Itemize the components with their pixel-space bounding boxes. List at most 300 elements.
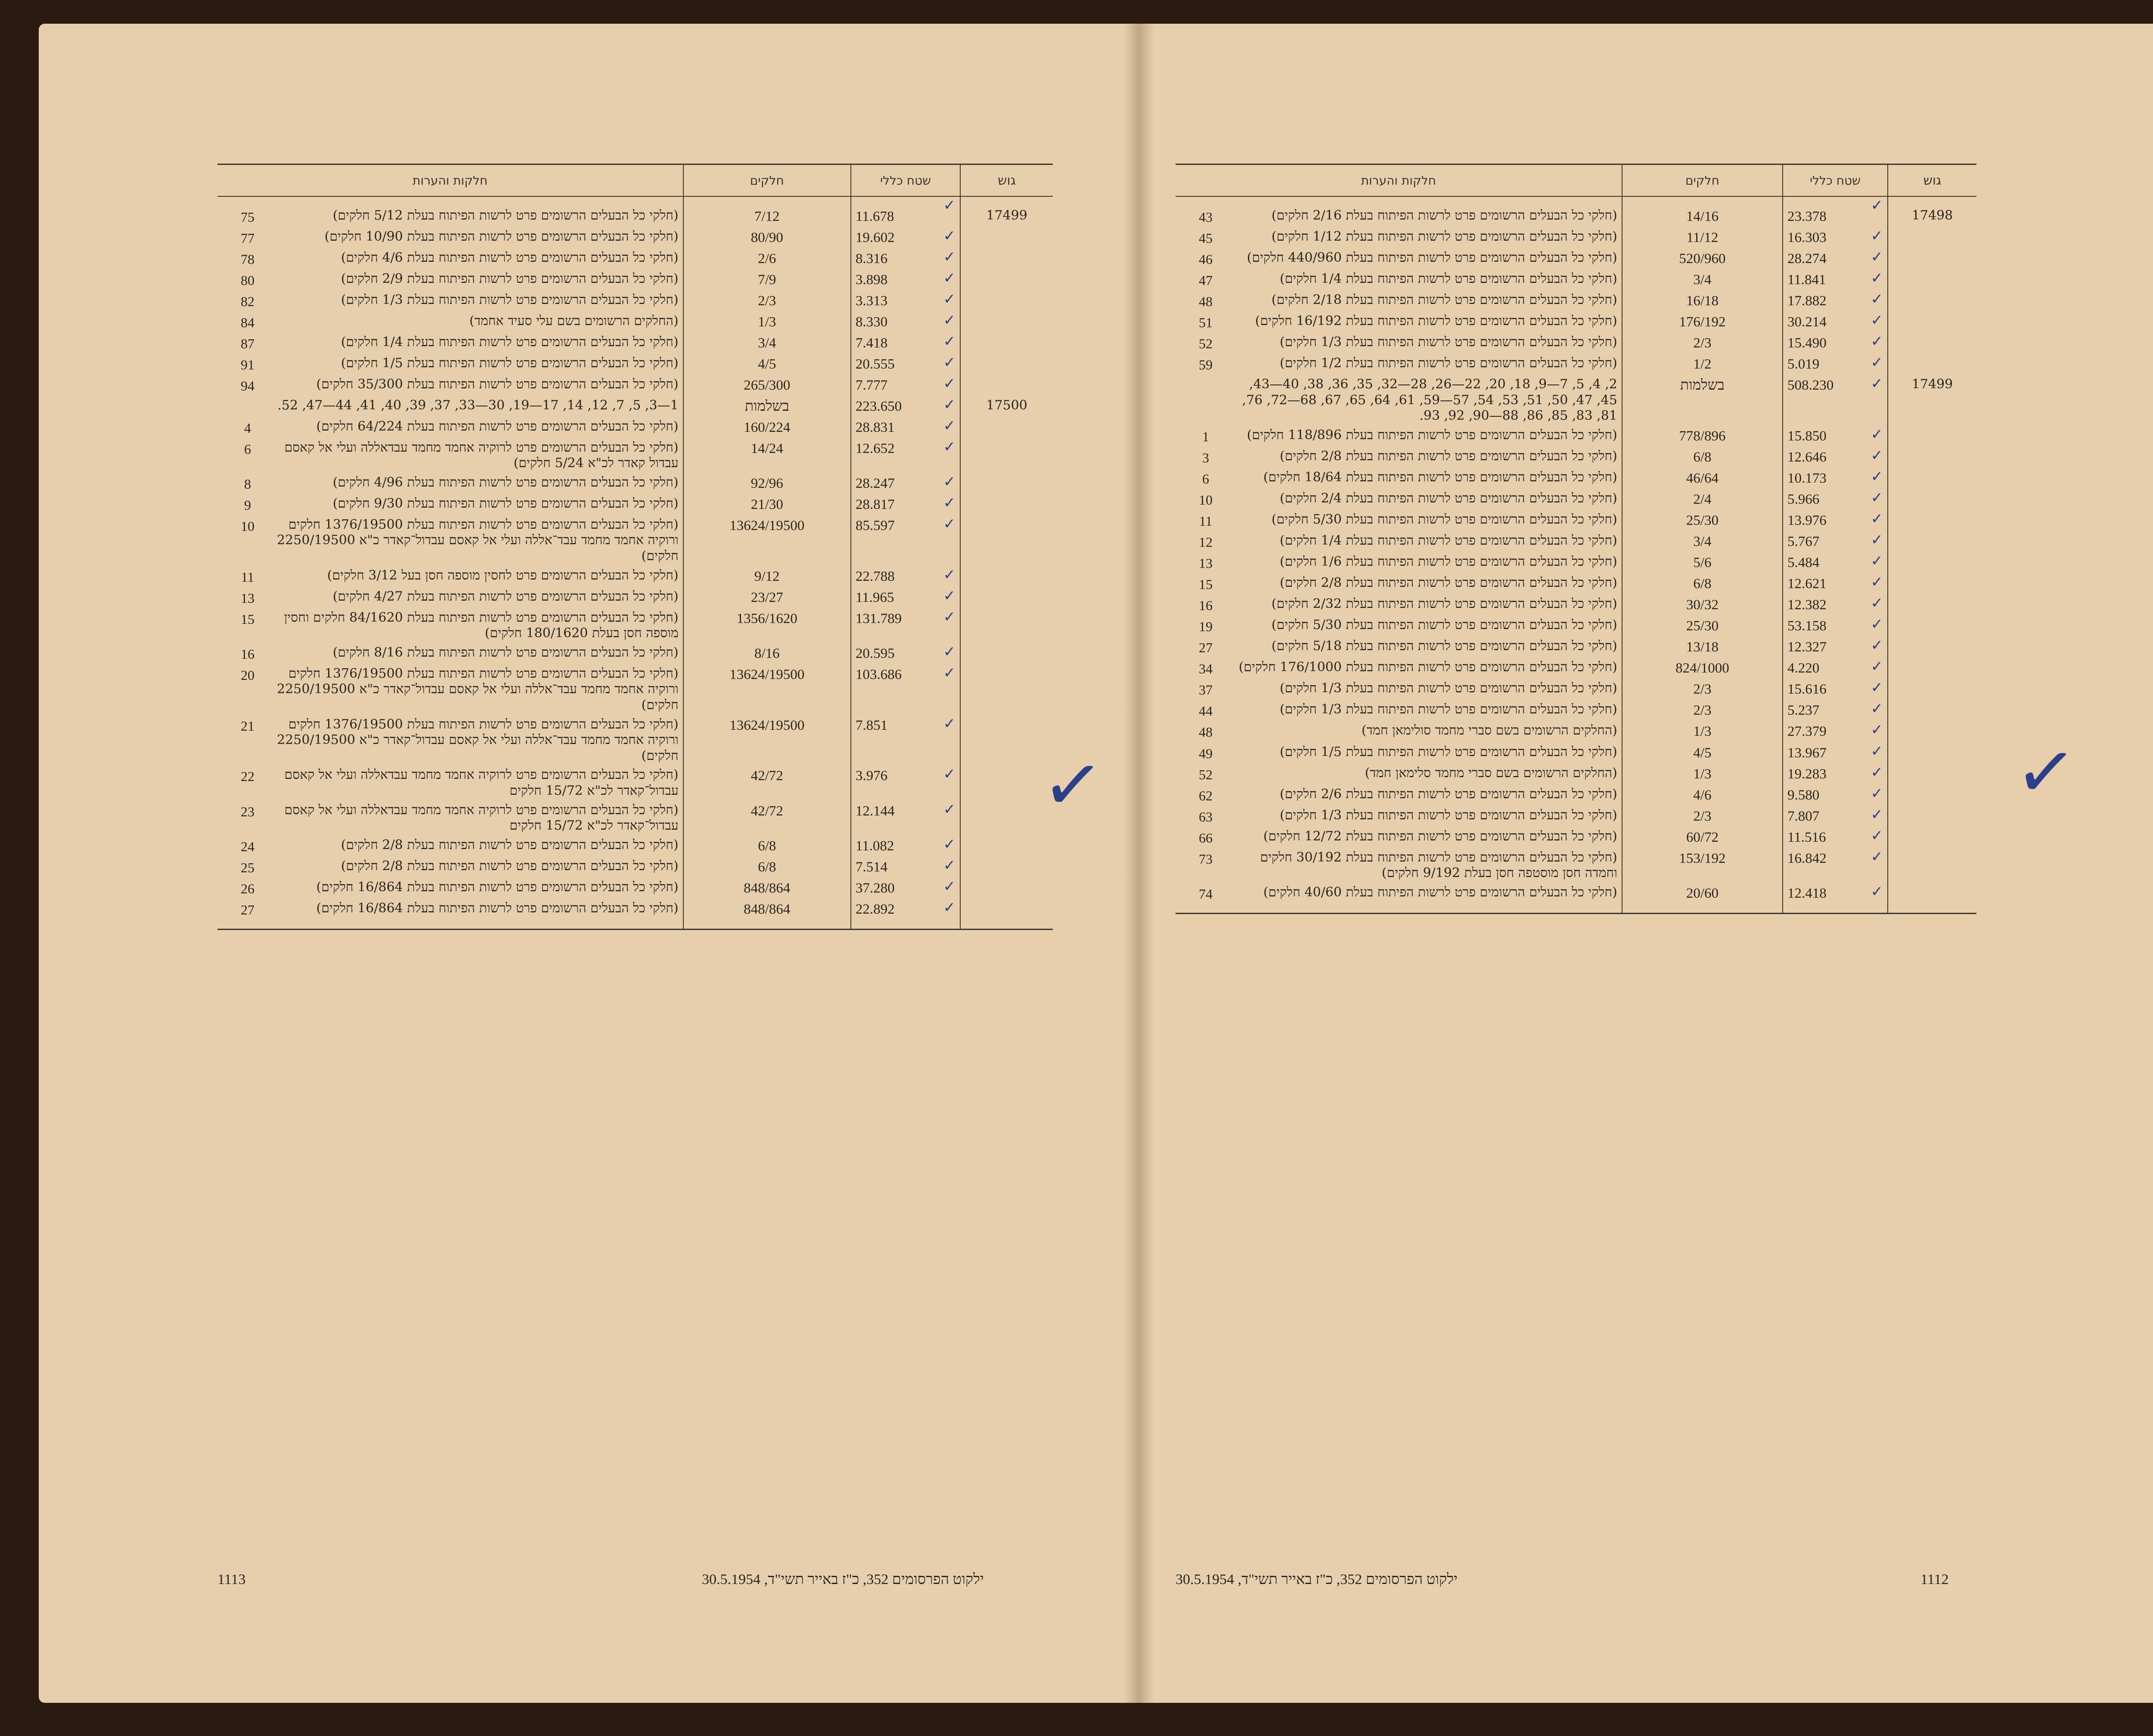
notes-cell: [217, 494, 683, 515]
parts-cell: 2/6: [683, 248, 851, 270]
parts-cell: 6/8: [1622, 574, 1783, 595]
total-area-cell: [1783, 489, 1888, 510]
total-area-value: 11.516: [1787, 829, 1826, 845]
parcel-number: 80: [241, 273, 254, 288]
parts-cell: 153/192: [1622, 848, 1783, 883]
parts-cell: 60/72: [1622, 827, 1783, 848]
parcel-notes: (חלקי כל הבעלים הרשומים פרט לרשות הפיתוח בעלת 1/3 חלקים): [1280, 335, 1617, 350]
parcel-notes: (חלקי כל הבעלים הרשומים פרט לרשות הפיתוח בעלת 2/8 חלקים): [341, 837, 679, 852]
notes-cell: [1176, 616, 1622, 637]
notes-cell: [1176, 354, 1622, 375]
table-row: [217, 248, 1053, 270]
parts-cell: 3/4: [1622, 531, 1783, 552]
total-area-value: 15.616: [1787, 682, 1827, 698]
notes-line: [1180, 766, 1617, 783]
total-area-cell: [851, 375, 960, 396]
notes-cell: [1176, 375, 1622, 426]
parcel-number: 48: [1199, 724, 1213, 740]
notes-line: [222, 645, 679, 663]
gush-cell: [960, 664, 1053, 715]
total-area-value: 37.280: [855, 880, 895, 896]
gush-cell: [960, 438, 1053, 473]
total-area-cell: [851, 354, 960, 375]
gush-cell: [960, 375, 1053, 396]
gush-cell: [1888, 785, 1976, 806]
notes-line: [1180, 356, 1617, 373]
notes-line: [1180, 787, 1617, 804]
total-area-cell: [1783, 848, 1888, 883]
total-area-cell: [1783, 270, 1888, 291]
total-area-cell: [1783, 468, 1888, 489]
total-area-cell: [1783, 248, 1888, 270]
notes-cell: [1176, 806, 1622, 827]
check-mark-icon: ✓: [943, 643, 956, 660]
parcel-number: [222, 398, 273, 414]
parcel-notes: (חלקי כל הבעלים הרשומים פרט לרשות הפיתוח בעלת 35/300 חלקים): [316, 377, 679, 392]
notes-line: [222, 496, 679, 514]
notes-line: [222, 767, 679, 799]
table-row: [217, 417, 1053, 438]
parcel-number: 1: [1202, 429, 1209, 445]
parcel-notes: (חלקי כל הבעלים הרשומים פרט לרשות הפיתוח בעלת 1376/19500 חלקים ורוקיה אחמד מחמד עבד־אללה ועלי אל קאסם עבדול־קאדר כ"א 2250/19500 חלקים): [277, 517, 679, 564]
gush-cell: 17498: [1911, 208, 1953, 223]
total-area-value: 223.650: [855, 399, 902, 415]
table-row: [217, 664, 1053, 715]
parts-cell: 5/6: [1622, 552, 1783, 574]
parcel-notes: (חלקי כל הבעלים הרשומים פרט לרשות הפיתוח בעלת 1/6 חלקים): [1280, 554, 1617, 570]
parcel-notes: (חלקי כל הבעלים הרשומים פרט לרשות הפיתוח בעלת 4/27 חלקים): [332, 589, 679, 604]
parcel-notes: (חלקי כל הבעלים הרשומים פרט לרשות הפיתוח בעלת 64/224 חלקים): [316, 418, 679, 434]
footer-publication: ילקוט הפרסומים 352, כ"ז באייר תשי"ד, 30.5.1954: [1176, 1572, 1458, 1587]
parcel-number: 9: [244, 497, 251, 513]
notes-cell: [1176, 743, 1622, 764]
parcel-notes: (חלקי כל הבעלים הרשומים פרט לרשות הפיתוח בעלת 1/4 חלקים): [1280, 271, 1617, 287]
gush-cell: [1888, 595, 1976, 616]
total-area-value: 19.283: [1787, 766, 1827, 782]
table-row: [217, 566, 1053, 587]
notes-cell: [1176, 270, 1622, 291]
notes-cell: [217, 375, 683, 396]
notes-cell: [1176, 848, 1622, 883]
check-mark-icon: ✓: [1871, 827, 1883, 844]
notes-line: [1180, 533, 1617, 551]
total-area-value: 12.327: [1787, 639, 1827, 655]
parts-cell: 14/24: [683, 438, 851, 473]
notes-line: [222, 517, 679, 564]
table-row: [217, 438, 1053, 473]
notes-cell: [1176, 531, 1622, 552]
notes-line: [222, 859, 679, 876]
check-mark-icon: ✓: [943, 899, 956, 916]
table-row: [1176, 764, 1976, 785]
parcel-number: 51: [1199, 315, 1213, 331]
check-mark-icon: ✓: [943, 856, 956, 874]
total-area-cell: [1783, 679, 1888, 700]
parcel-notes: (חלקי כל הבעלים הרשומים פרט לרשות הפיתוח בעלת 1/2 חלקים): [1280, 356, 1617, 371]
table-row: [1176, 468, 1976, 489]
total-area-cell: [851, 312, 960, 333]
parcel-number: 44: [1199, 703, 1213, 719]
table-row: [1176, 806, 1976, 827]
parcel-number: 73: [1199, 851, 1213, 867]
parts-cell: 80/90: [683, 227, 851, 248]
total-area-value: 11.678: [855, 209, 894, 224]
total-area-cell: [1783, 552, 1888, 574]
parcel-notes: (חלקי כל הבעלים הרשומים פרט לרשות הפיתוח בעלת 16/864 חלקים): [316, 900, 679, 916]
parts-cell: 160/224: [683, 417, 851, 438]
page-left: [39, 24, 1124, 1703]
parcel-notes: (חלקי כל הבעלים הרשומים פרט לרשות הפיתוח בעלת 10/90 חלקים): [324, 229, 679, 245]
parcel-notes: (חלקי כל הבעלים הרשומים פרט לחסין מוספה חסן בעל 3/12 חלקים): [327, 567, 679, 583]
book-spread: [39, 24, 2153, 1703]
check-mark-icon: ✓: [1871, 248, 1883, 266]
parcel-notes: (חלקי כל הבעלים הרשומים פרט לרשות הפיתוח בעלת 118/896 חלקים): [1247, 428, 1617, 443]
notes-cell: [217, 396, 683, 417]
parts-cell: 4/6: [1622, 785, 1783, 806]
gush-cell: [960, 473, 1053, 494]
total-area-cell: [1783, 658, 1888, 679]
table-row: [1176, 574, 1976, 595]
notes-line: [1180, 229, 1617, 247]
check-mark-icon: ✓: [1871, 883, 1883, 900]
parcel-notes: (חלקי כל הבעלים הרשומים פרט לרשות הפיתוח בעלת 16/864 חלקים): [316, 879, 679, 895]
notes-line: [1180, 639, 1617, 656]
gush-cell: 17500: [986, 398, 1027, 413]
check-mark-icon: ✓: [943, 766, 956, 783]
parcel-notes: (חלקי כל הבעלים הרשומים פרט לרשות הפיתוח בעלת 5/30 חלקים): [1271, 617, 1617, 633]
gush-cell: [960, 354, 1053, 375]
parcel-notes: (חלקי כל הבעלים הרשומים פרט לרשות הפיתוח בעלת 176/1000 חלקים): [1238, 660, 1617, 675]
total-area-cell: [851, 291, 960, 312]
check-mark-icon: ✓: [943, 312, 956, 329]
gush-cell: [960, 566, 1053, 587]
total-area-cell: [851, 248, 960, 270]
total-area-value: 16.303: [1787, 230, 1827, 246]
parcel-notes: (חלקי כל הבעלים הרשומים פרט לרשות הפיתוח בעלת 4/96 חלקים): [332, 474, 679, 490]
total-area-cell: [851, 715, 960, 766]
check-mark-icon: ✓: [943, 417, 956, 434]
table-row: [1176, 270, 1976, 291]
table-row: [217, 587, 1053, 608]
notes-cell: [217, 587, 683, 608]
parts-cell: 11/12: [1622, 227, 1783, 248]
total-area-value: 5.019: [1787, 356, 1820, 372]
total-area-cell: [851, 878, 960, 899]
table-row: [217, 836, 1053, 857]
parcel-notes: (חלקי כל הבעלים הרשומים פרט לרשות הפיתוח בעלת 4/6 חלקים): [341, 250, 679, 266]
parcel-notes: (חלקי כל הבעלים הרשומים פרט לרשות הפיתוח בעלת 2/18 חלקים): [1271, 292, 1617, 308]
total-area-cell: [851, 587, 960, 608]
total-area-cell: [1783, 333, 1888, 354]
check-mark-icon: ✓: [1871, 552, 1883, 570]
parcel-notes: (חלקי כל הבעלים הרשומים פרט לרשות הפיתוח בעלת 1/3 חלקים): [1280, 702, 1617, 717]
notes-line: [1180, 575, 1617, 593]
parcel-notes: (חלקי כל הבעלים הרשומים פרט לרשות הפיתוח בעלת 1376/19500 חלקים ורוקיה אחמד מחמד עבד־אללה ועלי אל קאסם עבדול־קאדר כ"א 2250/19500 חלקים): [277, 666, 679, 713]
gush-cell: [960, 587, 1053, 608]
parcel-number: 16: [241, 646, 254, 662]
notes-line: [222, 837, 679, 855]
parcel-number: 59: [1199, 357, 1213, 373]
parcel-number: 34: [1199, 661, 1213, 677]
parcel-number: [1180, 377, 1232, 424]
table-row: [1176, 827, 1976, 848]
check-mark-icon: ✓: [943, 515, 956, 533]
table-row: [1176, 312, 1976, 333]
gush-cell: [1888, 227, 1976, 248]
check-mark-icon: ✓: [1871, 447, 1883, 465]
check-mark-icon: ✓: [1871, 510, 1883, 528]
gush-cell: [1888, 679, 1976, 700]
parcel-notes: (חלקי כל הבעלים הרשומים פרט לרשות הפיתוח בעלת 1/5 חלקים): [341, 356, 679, 371]
table-row: [1176, 616, 1976, 637]
table-row: [1176, 637, 1976, 658]
total-area-cell: [851, 836, 960, 857]
parcel-number: 52: [1199, 336, 1213, 352]
parcel-notes: (החלקים הרשומים בשם סברי מחמד סלימאן חמד): [1365, 765, 1617, 781]
total-area-cell: [1783, 616, 1888, 637]
table-row: [1176, 333, 1976, 354]
parcel-number: 21: [241, 718, 254, 734]
total-area-value: 8.330: [855, 314, 888, 330]
parts-cell: 4/5: [1622, 743, 1783, 764]
total-area-cell: [1783, 375, 1888, 426]
parcel-number: 13: [241, 590, 254, 606]
parcel-number: 94: [241, 378, 254, 394]
notes-line: [222, 292, 679, 310]
parts-cell: 265/300: [683, 375, 851, 396]
parcel-notes: (חלקי כל הבעלים הרשומים פרט לרשות הפיתוח בעלת 2/9 חלקים): [341, 271, 679, 287]
parcel-number: 25: [241, 859, 254, 875]
check-mark-icon: ✓: [1871, 333, 1883, 350]
check-mark-icon: ✓: [1871, 806, 1883, 823]
check-mark-icon: ✓: [1871, 270, 1883, 287]
table-row: [217, 227, 1053, 248]
parts-cell: 7/9: [683, 270, 851, 291]
parts-cell: 6/8: [1622, 447, 1783, 468]
notes-cell: [1176, 510, 1622, 531]
total-area-cell: [851, 417, 960, 438]
parcel-number: 63: [1199, 809, 1213, 825]
parts-cell: בשלמות: [1622, 375, 1783, 426]
total-area-cell: [851, 515, 960, 566]
table-row: [1176, 595, 1976, 616]
parts-cell: 1/3: [683, 312, 851, 333]
notes-cell: [217, 899, 683, 930]
check-mark-icon: ✓: [1871, 354, 1883, 372]
check-mark-icon: ✓: [943, 608, 956, 626]
page-right: [1154, 24, 2153, 1703]
total-area-value: 28.247: [855, 475, 895, 491]
total-area-value: 3.313: [855, 293, 888, 309]
parcel-notes: (חלקי כל הבעלים הרשומים פרט לרשות הפיתוח בעלת 5/30 חלקים): [1271, 512, 1617, 527]
check-mark-icon: ✓: [1871, 848, 1883, 865]
parts-cell: 13624/19500: [683, 515, 851, 566]
total-area-cell: [1783, 447, 1888, 468]
notes-cell: [1176, 248, 1622, 270]
notes-cell: [1176, 637, 1622, 658]
gush-cell: [960, 878, 1053, 899]
gush-cell: [960, 312, 1053, 333]
total-area-cell: [851, 396, 960, 417]
total-area-cell: [851, 766, 960, 800]
notes-line: [222, 880, 679, 897]
parcel-number: 52: [1199, 766, 1213, 782]
total-area-cell: [851, 473, 960, 494]
parcel-number: 11: [1199, 513, 1213, 529]
gush-cell: [1888, 883, 1976, 914]
total-area-value: 15.490: [1787, 335, 1827, 351]
total-area-cell: [1783, 354, 1888, 375]
total-area-cell: [1783, 806, 1888, 827]
check-mark-icon: ✓: [1871, 679, 1883, 697]
header-gush: גוש: [960, 164, 1053, 197]
notes-line: [1180, 554, 1617, 572]
total-area-value: 22.788: [855, 568, 895, 584]
parcel-number: 13: [1199, 555, 1213, 571]
notes-line: [222, 313, 679, 331]
total-area-value: 5.484: [1787, 555, 1820, 571]
notes-line: [1180, 449, 1617, 466]
parts-cell: 4/5: [683, 354, 851, 375]
total-area-value: 7.514: [855, 859, 888, 875]
parcel-number: 23: [241, 803, 254, 819]
table-row: [1176, 700, 1976, 721]
table-row: [1176, 658, 1976, 679]
check-mark-icon: ✓: [943, 566, 956, 583]
total-area-cell: [851, 899, 960, 930]
parcel-number: 6: [1202, 471, 1209, 487]
parcel-notes: (החלקים הרשומים בשם סברי מחמד סולימאן חמד): [1361, 723, 1617, 738]
parts-cell: 25/30: [1622, 510, 1783, 531]
notes-line: [1180, 292, 1617, 310]
parts-cell: 2/3: [1622, 700, 1783, 721]
parts-cell: 92/96: [683, 473, 851, 494]
gush-cell: [1888, 743, 1976, 764]
total-area-cell: [851, 270, 960, 291]
notes-line: [1180, 470, 1617, 487]
parts-cell: 2/3: [1622, 333, 1783, 354]
parcel-notes: (חלקי כל הבעלים הרשומים פרט לרשות הפיתוח בעלת 1/3 חלקים): [1280, 681, 1617, 696]
notes-cell: [217, 417, 683, 438]
total-area-value: 3.898: [855, 272, 888, 288]
notes-line: [222, 610, 679, 642]
notes-cell: [1176, 883, 1622, 914]
header-total-area: שטח כללי: [851, 164, 960, 197]
table-header: [1176, 164, 1976, 197]
check-mark-icon: ✓: [943, 438, 956, 456]
total-area-value: 8.316: [855, 251, 888, 267]
notes-cell: [1176, 574, 1622, 595]
gush-cell: 17499: [986, 208, 1027, 223]
total-area-cell: [851, 643, 960, 664]
parcel-number: 74: [1199, 886, 1213, 902]
gush-cell: [960, 608, 1053, 643]
total-area-cell: [851, 333, 960, 354]
total-area-value: 11.965: [855, 589, 894, 605]
parts-cell: 13624/19500: [683, 715, 851, 766]
notes-line: [222, 271, 679, 289]
notes-line: [222, 803, 679, 834]
notes-cell: [217, 291, 683, 312]
check-mark-icon: ✓: [1871, 489, 1883, 507]
total-area-value: 23.378: [1787, 209, 1827, 224]
parcel-number: 78: [241, 251, 254, 267]
check-mark-icon: ✓: [943, 494, 956, 512]
table-row: [217, 375, 1053, 396]
check-mark-icon: ✓: [943, 375, 956, 393]
total-area-value: 53.158: [1787, 618, 1827, 634]
notes-cell: [1176, 785, 1622, 806]
check-mark-icon: ✓: [1871, 763, 1883, 781]
notes-cell: [217, 608, 683, 643]
notes-line: [1180, 335, 1617, 352]
gush-cell: [1888, 468, 1976, 489]
parcel-notes: (חלקי כל הבעלים הרשומים פרט לרשות הפיתוח בעלת 440/960 חלקים): [1247, 250, 1617, 266]
notes-line: [222, 717, 679, 764]
notes-line: [1180, 491, 1617, 508]
total-area-cell: [1783, 764, 1888, 785]
table-row: [1176, 510, 1976, 531]
total-area-cell: [851, 494, 960, 515]
notes-cell: [1176, 227, 1622, 248]
total-area-cell: [851, 857, 960, 878]
gush-cell: [1888, 616, 1976, 637]
gush-cell: [1888, 700, 1976, 721]
total-area-value: 30.214: [1787, 314, 1827, 330]
notes-cell: [217, 354, 683, 375]
notes-cell: [217, 715, 683, 766]
parcel-number: 4: [244, 420, 251, 436]
parcel-number: 3: [1202, 450, 1209, 466]
parcel-number: 82: [241, 294, 254, 310]
notes-line: [222, 475, 679, 493]
table-row: [217, 333, 1053, 354]
total-area-cell: [1783, 743, 1888, 764]
total-area-value: 12.646: [1787, 450, 1827, 465]
table-row: [217, 899, 1053, 930]
total-area-cell: [851, 801, 960, 836]
notes-cell: [1176, 764, 1622, 785]
table-row: [217, 196, 1053, 227]
notes-cell: [217, 312, 683, 333]
total-area-value: 28.831: [855, 419, 895, 435]
total-area-cell: [1783, 595, 1888, 616]
notes-cell: [1176, 312, 1622, 333]
total-area-value: 103.686: [855, 666, 902, 682]
gush-cell: [960, 836, 1053, 857]
table-row: [217, 857, 1053, 878]
parcel-notes: (חלקי כל הבעלים הרשומים פרט לרשות הפיתוח בעלת 9/30 חלקים): [332, 496, 679, 511]
parts-cell: 23/27: [683, 587, 851, 608]
parcel-number: 46: [1199, 251, 1213, 267]
total-area-cell: [1783, 227, 1888, 248]
table-row: [1176, 883, 1976, 914]
parts-cell: 30/32: [1622, 595, 1783, 616]
parcel-number: 84: [241, 315, 254, 331]
check-mark-icon: ✓: [943, 227, 956, 245]
parts-cell: 1/3: [1622, 764, 1783, 785]
total-area-value: 7.807: [1787, 808, 1820, 824]
check-mark-icon: ✓: [943, 877, 956, 895]
check-mark-icon: ✓: [1871, 312, 1883, 329]
parcel-number: 15: [1199, 577, 1213, 592]
notes-cell: [1176, 468, 1622, 489]
check-mark-icon: ✓: [943, 835, 956, 853]
gush-cell: [1888, 764, 1976, 785]
table-row: [217, 878, 1053, 899]
gush-cell: [960, 248, 1053, 270]
notes-cell: [1176, 447, 1622, 468]
